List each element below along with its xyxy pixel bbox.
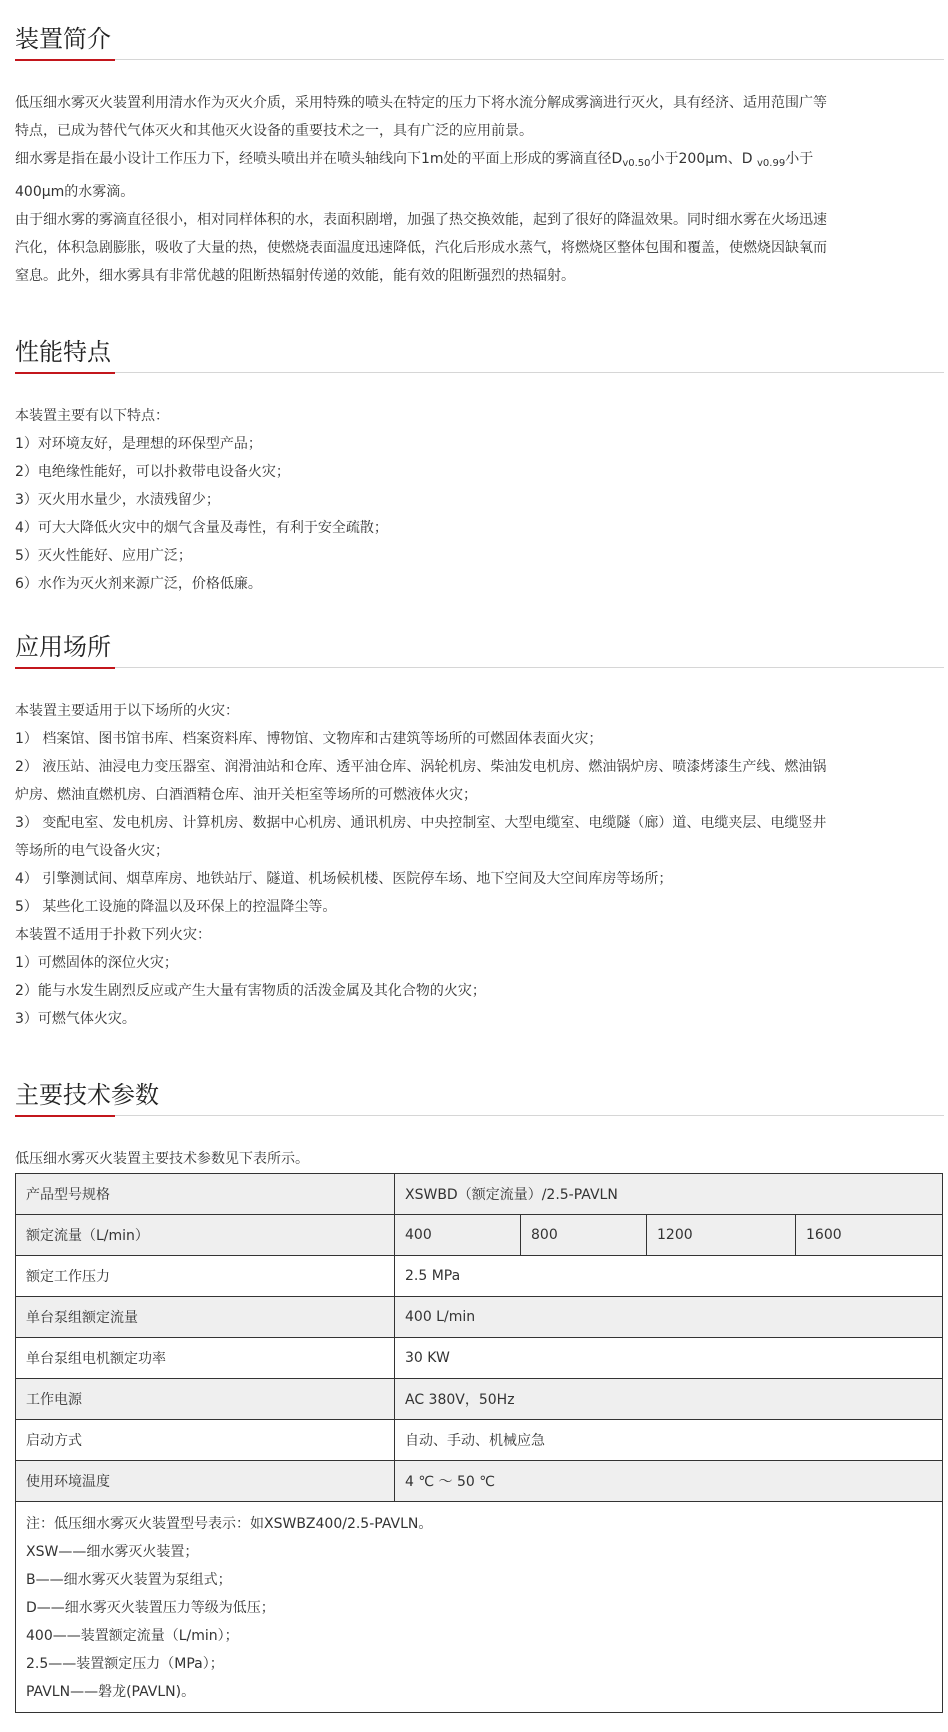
specs-title: 主要技术参数 <box>15 1081 159 1109</box>
intro-body <box>15 89 940 290</box>
table-label-cell: 额定流量（L/min） <box>16 1215 395 1256</box>
table-label-cell: 单台泵组电机额定功率 <box>16 1338 395 1379</box>
table-row <box>16 1174 943 1215</box>
table-row <box>16 1420 943 1461</box>
table-value-cell: 1200 <box>647 1215 796 1256</box>
feature-item: 2）电绝缘性能好，可以扑救带电设备火灾； <box>15 464 290 480</box>
applications-section <box>15 628 940 1033</box>
specs-lead: 低压细水雾灭火装置主要技术参数见下表所示。 <box>15 1151 309 1167</box>
table-value-cell: 30 KW <box>395 1338 943 1379</box>
intro-text-line: 400μm的水雾滴。 <box>15 184 135 200</box>
feature-item: 1）对环境友好，是理想的环保型产品； <box>15 436 262 452</box>
intro-text-line: 汽化，体积急剧膨胀，吸收了大量的热，使燃烧表面温度迅速降低，汽化后形成水蒸气，将燃烧区整体包围和覆盖，使燃烧因缺氧而 <box>15 240 827 256</box>
table-value-cell: 2.5 MPa <box>395 1256 943 1297</box>
application-line: 2）能与水发生剧烈反应或产生大量有害物质的活泼金属及其化合物的火灾； <box>15 983 486 999</box>
note-line: 2.5——装置额定压力（MPa）； <box>26 1656 224 1672</box>
intro-text-line: 窒息。此外，细水雾具有非常优越的阻断热辐射传递的效能，能有效的阻断强烈的热辐射。 <box>15 268 575 284</box>
table-label-cell: 产品型号规格 <box>16 1174 395 1215</box>
features-lead: 本装置主要有以下特点： <box>15 408 169 424</box>
specs-header <box>15 1076 940 1116</box>
table-note-cell <box>16 1502 943 1713</box>
applications-title: 应用场所 <box>15 633 111 661</box>
intro-text-fragment: 小于 <box>785 151 814 167</box>
features-body <box>15 402 940 598</box>
note-line: 注：低压细水雾灭火装置型号表示：如XSWBZ400/2.5-PAVLN。 <box>26 1516 433 1532</box>
spec-table <box>15 1173 943 1713</box>
features-divider <box>15 372 944 373</box>
table-value-cell: 400 L/min <box>395 1297 943 1338</box>
application-line: 4） 引擎测试间、烟草库房、地铁站厅、隧道、机场候机楼、医院停车场、地下空间及大空间库房等场所； <box>15 871 673 887</box>
features-accent-bar <box>15 372 115 374</box>
table-value-cell: 800 <box>521 1215 647 1256</box>
applications-divider <box>15 667 944 668</box>
table-value-cell: 1600 <box>796 1215 943 1256</box>
intro-text-fragment: 细水雾是指在最小设计工作压力下，经喷头喷出并在喷头轴线向下1m处的平面上形成的雾滴直径D <box>15 151 623 167</box>
feature-item: 4）可大大降低火灾中的烟气含量及毒性，有利于安全疏散； <box>15 520 388 536</box>
table-label-cell: 额定工作压力 <box>16 1256 395 1297</box>
table-value-cell: 4 ℃ ～ 50 ℃ <box>395 1461 943 1502</box>
applications-accent-bar <box>15 667 115 669</box>
subscript: v0.99 <box>757 158 786 169</box>
intro-text-line: 由于细水雾的雾滴直径很小，相对同样体积的水，表面积剧增，加强了热交换效能，起到了很好的降温效果。同时细水雾在火场迅速 <box>15 212 827 228</box>
note-line: B——细水雾灭火装置为泵组式； <box>26 1572 232 1588</box>
application-line: 3）可燃气体火灾。 <box>15 1011 136 1027</box>
intro-title: 装置简介 <box>15 25 111 53</box>
table-row <box>16 1256 943 1297</box>
note-line: XSW——细水雾灭火装置； <box>26 1544 199 1560</box>
feature-item: 6）水作为灭火剂来源广泛，价格低廉。 <box>15 576 262 592</box>
intro-text-line <box>15 145 940 178</box>
table-label-cell: 启动方式 <box>16 1420 395 1461</box>
note-line: 400——装置额定流量（L/min）； <box>26 1628 239 1644</box>
intro-section <box>15 20 940 290</box>
intro-text-line: 特点，已成为替代气体灭火和其他灭火设备的重要技术之一，具有广泛的应用前景。 <box>15 123 533 139</box>
applications-header <box>15 628 940 668</box>
table-row <box>16 1297 943 1338</box>
applications-body <box>15 697 940 1033</box>
specs-body <box>15 1145 940 1173</box>
feature-item: 5）灭火性能好、应用广泛； <box>15 548 192 564</box>
table-value-cell: XSWBD（额定流量）/2.5-PAVLN <box>395 1174 943 1215</box>
table-row <box>16 1215 943 1256</box>
features-header <box>15 333 940 373</box>
application-line: 1） 档案馆、图书馆书库、档案资料库、博物馆、文物库和古建筑等场所的可燃固体表面火灾； <box>15 731 603 747</box>
table-row <box>16 1338 943 1379</box>
intro-text-fragment: 小于200μm、D <box>650 151 758 167</box>
intro-divider <box>15 59 944 60</box>
note-line: PAVLN——磐龙(PAVLN)。 <box>26 1684 196 1700</box>
feature-item: 3）灭火用水量少，水渍残留少； <box>15 492 220 508</box>
features-title: 性能特点 <box>15 338 111 366</box>
table-row <box>16 1461 943 1502</box>
application-line: 本装置不适用于扑救下列火灾： <box>15 927 211 943</box>
specs-divider <box>15 1115 944 1116</box>
features-section <box>15 333 940 598</box>
specs-accent-bar <box>15 1115 115 1117</box>
application-line: 等场所的电气设备火灾； <box>15 843 169 859</box>
application-line: 5） 某些化工设施的降温以及环保上的控温降尘等。 <box>15 899 337 915</box>
application-line: 1）可燃固体的深位火灾； <box>15 955 178 971</box>
intro-header <box>15 20 940 60</box>
table-row <box>16 1502 943 1713</box>
intro-accent-bar <box>15 59 115 61</box>
subscript: v0.50 <box>622 158 651 169</box>
note-line: D——细水雾灭火装置压力等级为低压； <box>26 1600 275 1616</box>
application-line: 3） 变配电室、发电机房、计算机房、数据中心机房、通讯机房、中央控制室、大型电缆室、电缆隧（廊）道、电缆夹层、电缆竖井 <box>15 815 827 831</box>
table-label-cell: 工作电源 <box>16 1379 395 1420</box>
table-label-cell: 单台泵组额定流量 <box>16 1297 395 1338</box>
table-value-cell: AC 380V，50Hz <box>395 1379 943 1420</box>
table-row <box>16 1379 943 1420</box>
table-value-cell: 400 <box>395 1215 521 1256</box>
application-line: 2） 液压站、油浸电力变压器室、润滑油站和仓库、透平油仓库、涡轮机房、柴油发电机房、燃油锅炉房、喷漆烤漆生产线、燃油锅 <box>15 759 827 775</box>
application-line: 炉房、燃油直燃机房、白酒酒精仓库、油开关柜室等场所的可燃液体火灾； <box>15 787 477 803</box>
applications-lead: 本装置主要适用于以下场所的火灾： <box>15 703 239 719</box>
table-label-cell: 使用环境温度 <box>16 1461 395 1502</box>
table-value-cell: 自动、手动、机械应急 <box>395 1420 943 1461</box>
intro-text-line: 低压细水雾灭火装置利用清水作为灭火介质，采用特殊的喷头在特定的压力下将水流分解成雾滴进行灭火，具有经济、适用范围广等 <box>15 95 827 111</box>
specs-section <box>15 1076 940 1173</box>
